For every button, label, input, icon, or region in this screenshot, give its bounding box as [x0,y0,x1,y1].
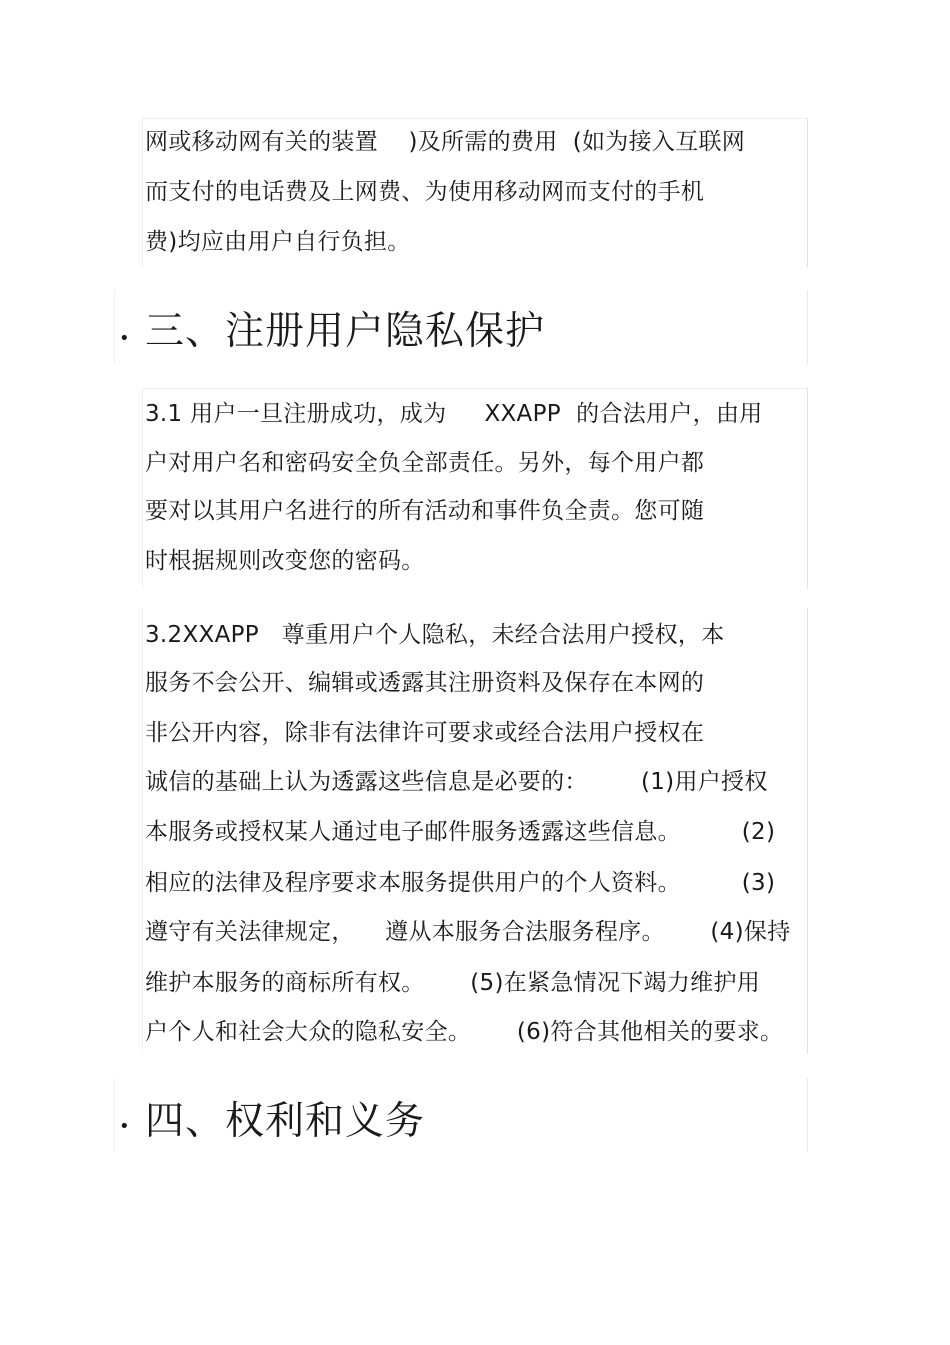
paragraph-line: 户个人和社会大众的隐私安全。 (6)符合其他相关的要求。 [145,1019,784,1045]
paragraph-line: 遵守有关法律规定， 遵从本服务合法服务程序。 (4)保持 [145,919,791,945]
bullet-icon: • [119,328,130,349]
paragraph-line: 非公开内容，除非有法律许可要求或经合法用户授权在 [145,720,705,746]
paragraph-line: 本服务或授权某人通过电子邮件服务透露这些信息。 (2) [145,819,776,845]
paragraph-line: 相应的法律及程序要求本服务提供用户的个人资料。 (3) [145,870,776,896]
paragraph-line: 维护本服务的商标所有权。 (5)在紧急情况下竭力维护用 [145,970,761,996]
paragraph-line: 而支付的电话费及上网费、为使用移动网而支付的手机 [145,179,705,205]
paragraph-line: 网或移动网有关的装置 )及所需的费用 (如为接入互联网 [145,129,746,155]
bullet-icon: • [119,1116,130,1137]
paragraph-line: 服务不会公开、编辑或透露其注册资料及保存在本网的 [145,670,705,696]
paragraph-line: 3.2XXAPP 尊重用户个人隐私，未经合法用户授权，本 [145,622,725,648]
paragraph-line: 时根据规则改变您的密码。 [145,548,425,574]
section-heading-3 [114,290,808,364]
paragraph-3-2 [142,608,808,1054]
paragraph-line: 费)均应由用户自行负担。 [145,229,411,255]
paragraph-3-1 [142,388,808,589]
paragraph-line: 要对以其用户名进行的所有活动和事件负全责。您可随 [145,498,705,524]
section-heading-4 [114,1078,808,1152]
paragraph-line: 诚信的基础上认为透露这些信息是必要的： (1)用户授权 [145,769,768,795]
paragraph-line: 户对用户名和密码安全负全部责任。另外，每个用户都 [145,450,705,476]
paragraph-line: 3.1 用户一旦注册成功，成为 XXAPP 的合法用户，由用 [145,401,763,427]
continued-paragraph [142,118,808,267]
section-title: 三、注册用户隐私保护 [145,309,546,354]
section-title: 四、权利和义务 [145,1099,426,1144]
